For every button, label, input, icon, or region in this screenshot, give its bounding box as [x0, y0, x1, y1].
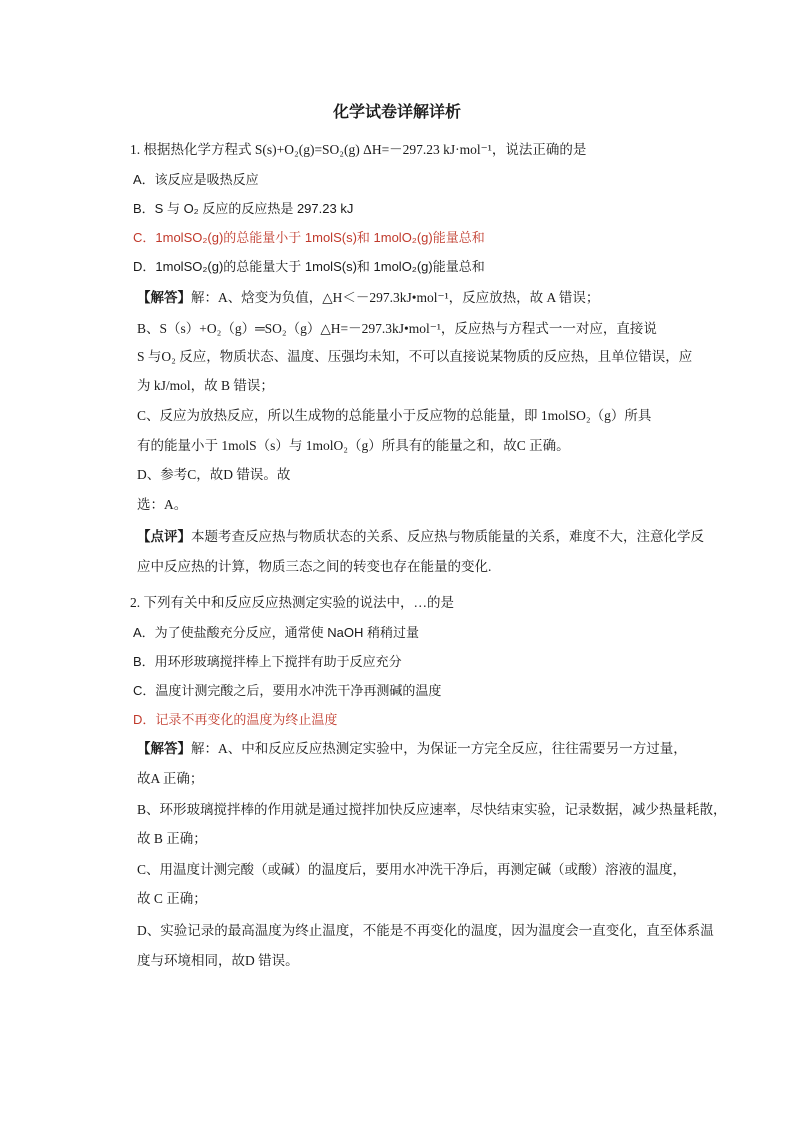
question-2-answer-line	[137, 739, 687, 759]
page-title: 化学试卷详解详析	[332, 104, 461, 121]
review-label: 【点评】	[137, 529, 191, 544]
question-1-answer-line: 为 kJ/mol，故 B 错误；	[137, 378, 274, 393]
question-2-answer-line: D、实验记录的最高温度为终止温度，不能是不再变化的温度，因为温度会一直变化，直至体系温	[137, 923, 714, 938]
question-1-answer-line: B、S（s）+O₂（g）═SO₂（g）△H=－297.3kJ•mol⁻¹，反应热与方程式一一对应，直接说	[137, 321, 657, 336]
review-text: 本题考查反应热与物质状态的关系、反应热与物质能量的关系，难度不大，注意化学反	[191, 529, 704, 544]
question-2-answer-line: 度与环境相同，故D 错误。	[137, 953, 299, 968]
question-1-answer-line: 有的能量小于 1molS（s）与 1molO₂（g）所具有的能量之和，故C 正确。	[137, 438, 570, 453]
question-2-option-a: A．为了使盐酸充分反应，通常使 NaOH 稍稍过量	[133, 625, 420, 640]
question-1-option-b: B．S 与 O₂ 反应的反应热是 297.23 kJ	[133, 201, 354, 216]
question-1-stem: 1. 根据热化学方程式 S(s)+O₂(g)=SO₂(g) ΔH=－297.23 kJ·mol⁻¹，说法正确的是	[130, 142, 587, 157]
question-2-answer-line: B、环形玻璃搅拌棒的作用就是通过搅拌加快反应速率，尽快结束实验，记录数据，减少热量耗散，	[137, 802, 727, 817]
question-1-answer-line: S 与O₂ 反应，物质状态、温度、压强均未知，不可以直接说某物质的反应热，且单位错误，应	[137, 349, 693, 364]
question-1-answer-line: C、反应为放热反应，所以生成物的总能量小于反应物的总能量，即 1molSO₂（g）所具	[137, 408, 652, 423]
question-1-option-c: C．1molSO₂(g)的总能量小于 1molS(s)和 1molO₂(g)能量总和	[133, 230, 485, 245]
answer-text: 解：A、中和反应反应热测定实验中，为保证一方完全反应，往往需要另一方过量，	[191, 741, 687, 756]
question-2-option-c: C．温度计测完酸之后，要用水冲洗干净再测碱的温度	[133, 683, 442, 698]
question-1-review-line	[137, 527, 704, 547]
question-2-option-d: D．记录不再变化的温度为终止温度	[133, 712, 338, 727]
answer-label: 【解答】	[137, 290, 191, 305]
question-2-stem: 2. 下列有关中和反应反应热测定实验的说法中，…的是	[130, 595, 454, 610]
question-2-option-b: B．用环形玻璃搅拌棒上下搅拌有助于反应充分	[133, 654, 402, 669]
question-2-answer-line: C、用温度计测完酸（或碱）的温度后，要用水冲洗干净后，再测定碱（或酸）溶液的温度，	[137, 862, 687, 877]
question-2-answer-line: 故 C 正确；	[137, 891, 207, 906]
answer-text: 解：A、焓变为负值，△H＜－297.3kJ•mol⁻¹，反应放热，故 A 错误；	[191, 290, 600, 305]
question-1-option-d: D．1molSO₂(g)的总能量大于 1molS(s)和 1molO₂(g)能量总和	[133, 259, 485, 274]
question-1-answer-line	[137, 288, 599, 308]
question-2-answer-line: 故 B 正确；	[137, 831, 207, 846]
question-1-answer-line: 选：A。	[137, 497, 188, 512]
question-1-answer-line: D、参考C，故D 错误。故	[137, 467, 291, 482]
answer-label: 【解答】	[137, 741, 191, 756]
question-1-option-a: A．该反应是吸热反应	[133, 172, 259, 187]
question-2-answer-line: 故A 正确；	[137, 771, 204, 786]
question-1-review-line: 应中反应热的计算，物质三态之间的转变也存在能量的变化.	[137, 559, 492, 574]
